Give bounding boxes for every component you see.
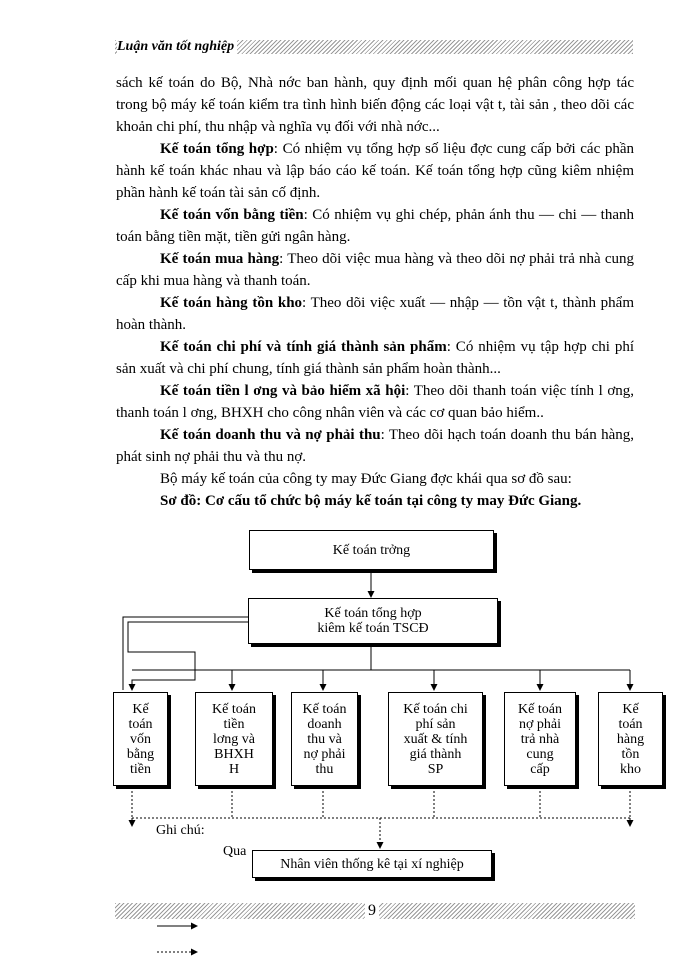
dept-box-cost: Kế toán chi phí sản xuất & tính giá thành SP [388,692,483,786]
diagram-caption: Sơ đồ: Cơ cấu tổ chức bộ máy kế toán tại công ty may Đức Giang. [160,493,582,509]
paragraph-7: Kế toán doanh thu và nợ phải thu: Theo dõi hạch toán doanh thu bán hàng, phát sinh nợ phải thu và thu nợ. [116,427,634,465]
page-number: 9 [365,902,379,920]
dept-box-payables: Kế toán nợ phải trả nhà cung cấp [504,692,576,786]
paragraph-8: Bộ máy kế toán của công ty may Đức Giang đợc khái qua sơ đồ sau: [160,471,572,487]
paragraph-4: Kế toán hàng tồn kho: Theo dõi việc xuất — nhập — tồn vật t, thành phẩm hoàn thành. [116,295,634,333]
header-title: Luận văn tốt nghiệp [117,39,237,54]
chief-accountant-box: Kế toán trởng [249,530,494,570]
legend-label: Ghi chú: [156,823,205,838]
dept-box-cash: Kế toán vốn bằng tiền [113,692,168,786]
dept-box-revenue: Kế toán doanh thu và nợ phải thu [291,692,358,786]
paragraph-6: Kế toán tiền l ơng và bảo hiểm xã hội: Theo dõi thanh toán việc tính l ơng, thanh toán l ơng, BHXH cho công nhân viên và các cơ quan bảo hiểm.. [116,383,635,421]
paragraph-3: Kế toán mua hàng: Theo dõi việc mua hàng và theo dõi nợ phải trả nhà cung cấp khi mua hàng và thanh toán. [116,251,634,289]
loop-line-inner [128,622,248,690]
loop-line-outer [123,617,248,690]
dept-box-salary: Kế toán tiền lơng và BHXH H [195,692,273,786]
paragraph-2: Kế toán vốn bằng tiền: Có nhiệm vụ ghi chép, phản ánh thu — chi — thanh toán bằng tiền mặt, tiền gửi ngân hàng. [116,207,635,245]
dept-box-inventory: Kế toán hàng tồn kho [598,692,663,786]
paragraph-0: sách kế toán do Bộ, Nhà nớc ban hành, quy định mối quan hệ phân công hợp tác trong bộ máy kế toán kiểm tra tình hình biến động các loại vật t, tài sản , theo dõi các khoản chi phí, thu nhập và nghĩa vụ đối với nhà nớc... [116,75,634,135]
staff-box: Nhân viên thống kê tại xí nghiệp [252,850,492,878]
general-accountant-box: Kế toán tổng hợp kiêm kế toán TSCĐ [248,598,498,644]
paragraph-1: Kế toán tổng hợp: Có nhiệm vụ tổng hợp số liệu đợc cung cấp bởi các phần hành kế toán khác nhau và lập báo cáo kế toán. Kế toán tổng hợp cũng kiêm nhiệm phần hành kế toán tài sản cố định. [116,141,634,201]
paragraph-5: Kế toán chi phí và tính giá thành sản phẩm: Có nhiệm vụ tập hợp chi phí sản xuất và chi phí chung, tính giá thành sản phẩm hoàn thành... [116,339,634,377]
legend-partial-text: Qua [223,844,247,859]
